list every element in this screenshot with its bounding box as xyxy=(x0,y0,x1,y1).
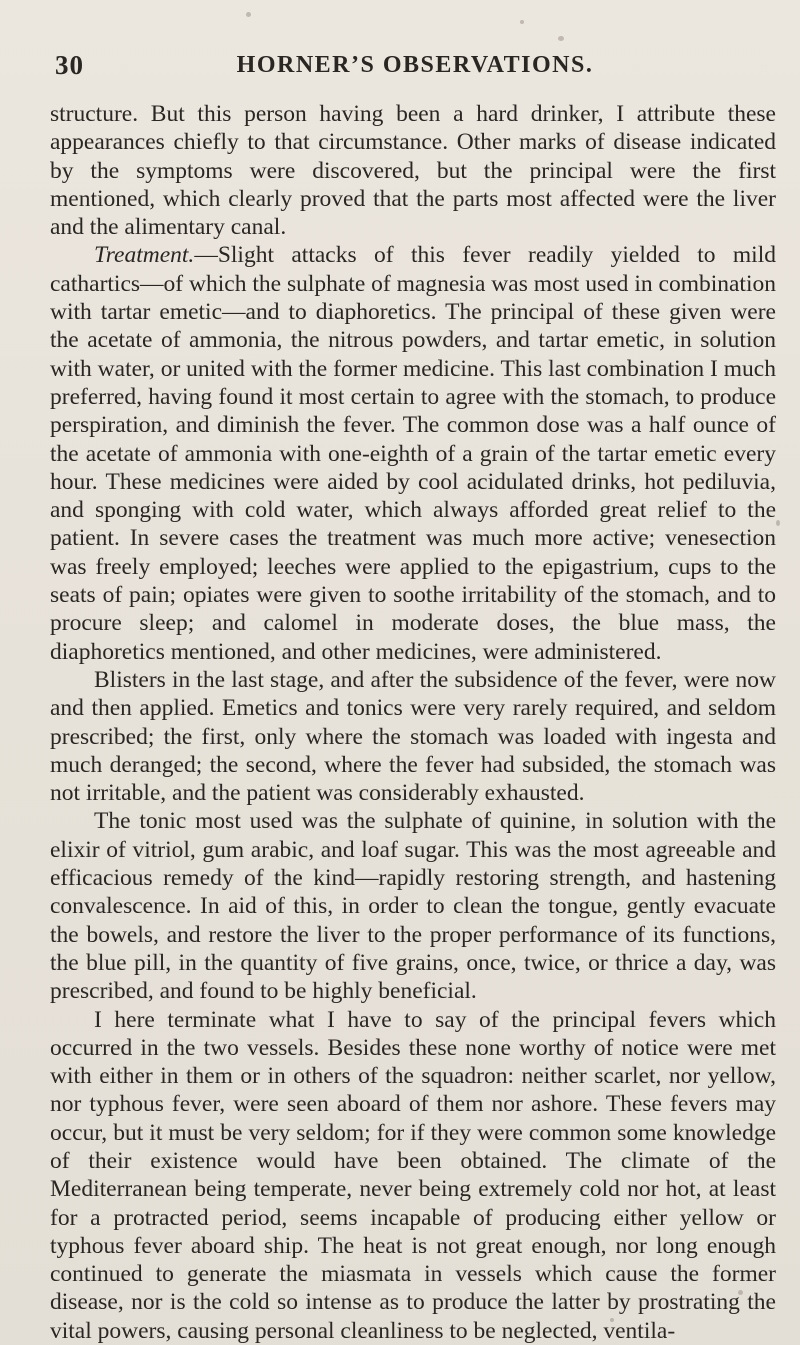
paragraph xyxy=(50,1006,776,1345)
paper-speck xyxy=(776,520,780,526)
paper-speck xyxy=(738,1290,743,1295)
page-number: 30 xyxy=(55,50,84,80)
paper-speck xyxy=(246,12,251,17)
paragraph xyxy=(50,807,776,1005)
paragraph xyxy=(50,666,776,807)
paragraph-text: —Slight attacks of this fever readily yielded to mild cathartics—of which the sulphate of magnesia was most used in combination with tartar emetic—and to diaphoretics. The principal of these given were the acetate of ammonia, the nitrous powders, and tartar emetic, in solution with water, or united with the former medicine. This last combination I much preferred, having found it most certain to agree with the stomach, to produce perspiration, and diminish the fever. The common dose was a half ounce of the acetate of ammonia with one-eighth of a grain of the tartar emetic every hour. These medicines were aided by cool acidulated drinks, hot pediluvia, and sponging with cold water, which always afforded great relief to the patient. In severe cases the treatment was much more active; venesection was freely employed; leeches were applied to the epigastrium, cups to the seats of pain; opiates were given to soothe irritability of the stomach, and to procure sleep; and calomel in moderate doses, the blue mass, the diaphoretics mentioned, and other medicines, were administered. xyxy=(50,242,776,665)
paragraph-text: Blisters in the last stage, and after the subsidence of the fever, were now and then applied. Emetics and tonics were very rarely required, and seldom prescribed; the first, only where the stomach was loaded with ingesta and much deranged; the second, where the fever had subsided, the stomach was not irritable, and the patient was considerably exhausted. xyxy=(50,666,776,807)
paragraph-text: structure. But this person having been a hard drinker, I attribute these appearances chiefly to that circumstance. Other marks of disease indicated by the symptoms were discovered, but the principal were the first mentioned, which clearly proved that the parts most affected were the liver and the alimentary canal. xyxy=(50,101,776,241)
paper-speck xyxy=(610,1318,614,1322)
section-heading: Treatment. xyxy=(94,242,195,269)
body-text xyxy=(50,100,776,1345)
page-header xyxy=(55,50,780,84)
paper-speck xyxy=(520,20,524,24)
paragraph-text: The tonic most used was the sulphate of quinine, in solution with the elixir of vitriol, gum arabic, and loaf sugar. This was the most agreeable and efficacious remedy of the kind—rapidly restoring strength, and hastening convalescence. In aid of this, in order to clean the tongue, gently evacuate the bowels, and restore the liver to the proper performance of its functions, the blue pill, in the quantity of five grains, once, twice, or thrice a day, was prescribed, and found to be highly beneficial. xyxy=(50,808,776,1005)
paragraph-text: I here terminate what I have to say of the principal fevers which occurred in the two vessels. Besides these none worthy of notice were met with either in them or in others of the squadron: neither scarlet, nor yellow, nor typhous fever, were seen aboard of them nor ashore. These fevers may occur, but it must be very seldom; for if they were common some knowledge of their existence would have been obtained. The climate of the Mediterranean being temperate, never being extremely cold nor hot, at least for a protracted period, seems incapable of producing either yellow or typhous fever aboard ship. The heat is not great enough, nor long enough continued to generate the miasmata in vessels which cause the former disease, nor is the cold so intense as to produce the latter by prostrating the vital powers, causing personal cleanliness to be neglected, ventila- xyxy=(50,1006,776,1344)
paper-speck xyxy=(558,36,564,41)
running-head: HORNER’S OBSERVATIONS. xyxy=(236,52,594,78)
paragraph xyxy=(50,100,776,241)
paragraph-treatment xyxy=(50,241,776,665)
